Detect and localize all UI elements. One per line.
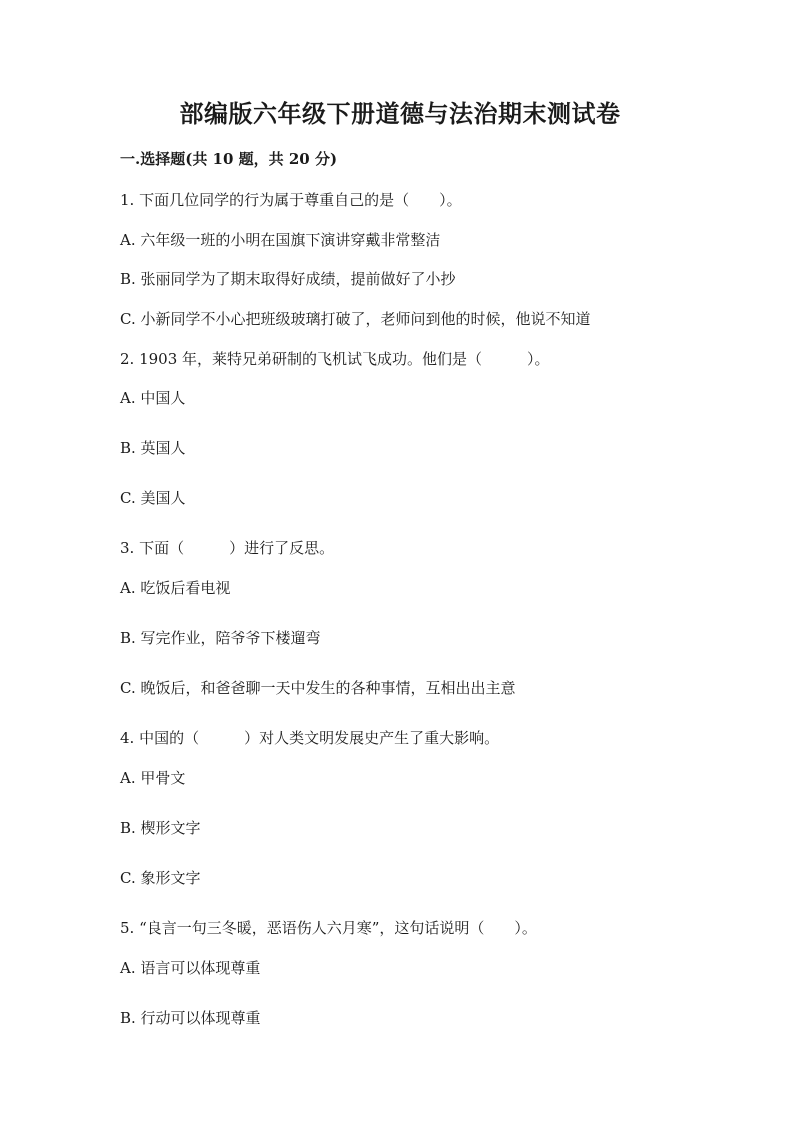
question-2-option-a: A. 中国人 — [120, 389, 186, 407]
question-4-stem: 4. 中国的（ ）对人类文明发展史产生了重大影响。 — [120, 729, 500, 747]
question-4-option-a: A. 甲骨文 — [120, 769, 186, 787]
question-2-option-b: B. 英国人 — [120, 439, 186, 457]
question-2-option-c: C. 美国人 — [120, 489, 186, 507]
section-heading: 一.选择题(共 10 题，共 20 分) — [120, 150, 338, 168]
question-5-option-b: B. 行动可以体现尊重 — [120, 1009, 261, 1027]
question-4-option-c: C. 象形文字 — [120, 869, 201, 887]
page-title: 部编版六年级下册道德与法治期末测试卷 — [179, 99, 621, 128]
question-3-option-c: C. 晚饭后，和爸爸聊一天中发生的各种事情，互相出出主意 — [120, 679, 516, 697]
question-5-stem: 5. “良言一句三冬暖，恶语伤人六月寒”，这句话说明（ ）。 — [120, 919, 537, 937]
question-2-stem: 2. 1903 年，莱特兄弟研制的飞机试飞成功。他们是（ ）。 — [120, 350, 550, 368]
question-5-option-a: A. 语言可以体现尊重 — [120, 959, 261, 977]
question-3-option-b: B. 写完作业，陪爷爷下楼遛弯 — [120, 629, 321, 647]
question-4-option-b: B. 楔形文字 — [120, 819, 201, 837]
question-3-option-a: A. 吃饭后看电视 — [120, 579, 231, 597]
question-1-stem: 1. 下面几位同学的行为属于尊重自己的是（ ）。 — [120, 191, 462, 209]
question-1-option-c: C. 小新同学不小心把班级玻璃打破了，老师问到他的时候，他说不知道 — [120, 310, 591, 328]
question-1-option-b: B. 张丽同学为了期末取得好成绩，提前做好了小抄 — [120, 270, 456, 288]
question-1-option-a: A. 六年级一班的小明在国旗下演讲穿戴非常整洁 — [120, 231, 441, 249]
question-3-stem: 3. 下面（ ）进行了反思。 — [120, 539, 335, 557]
